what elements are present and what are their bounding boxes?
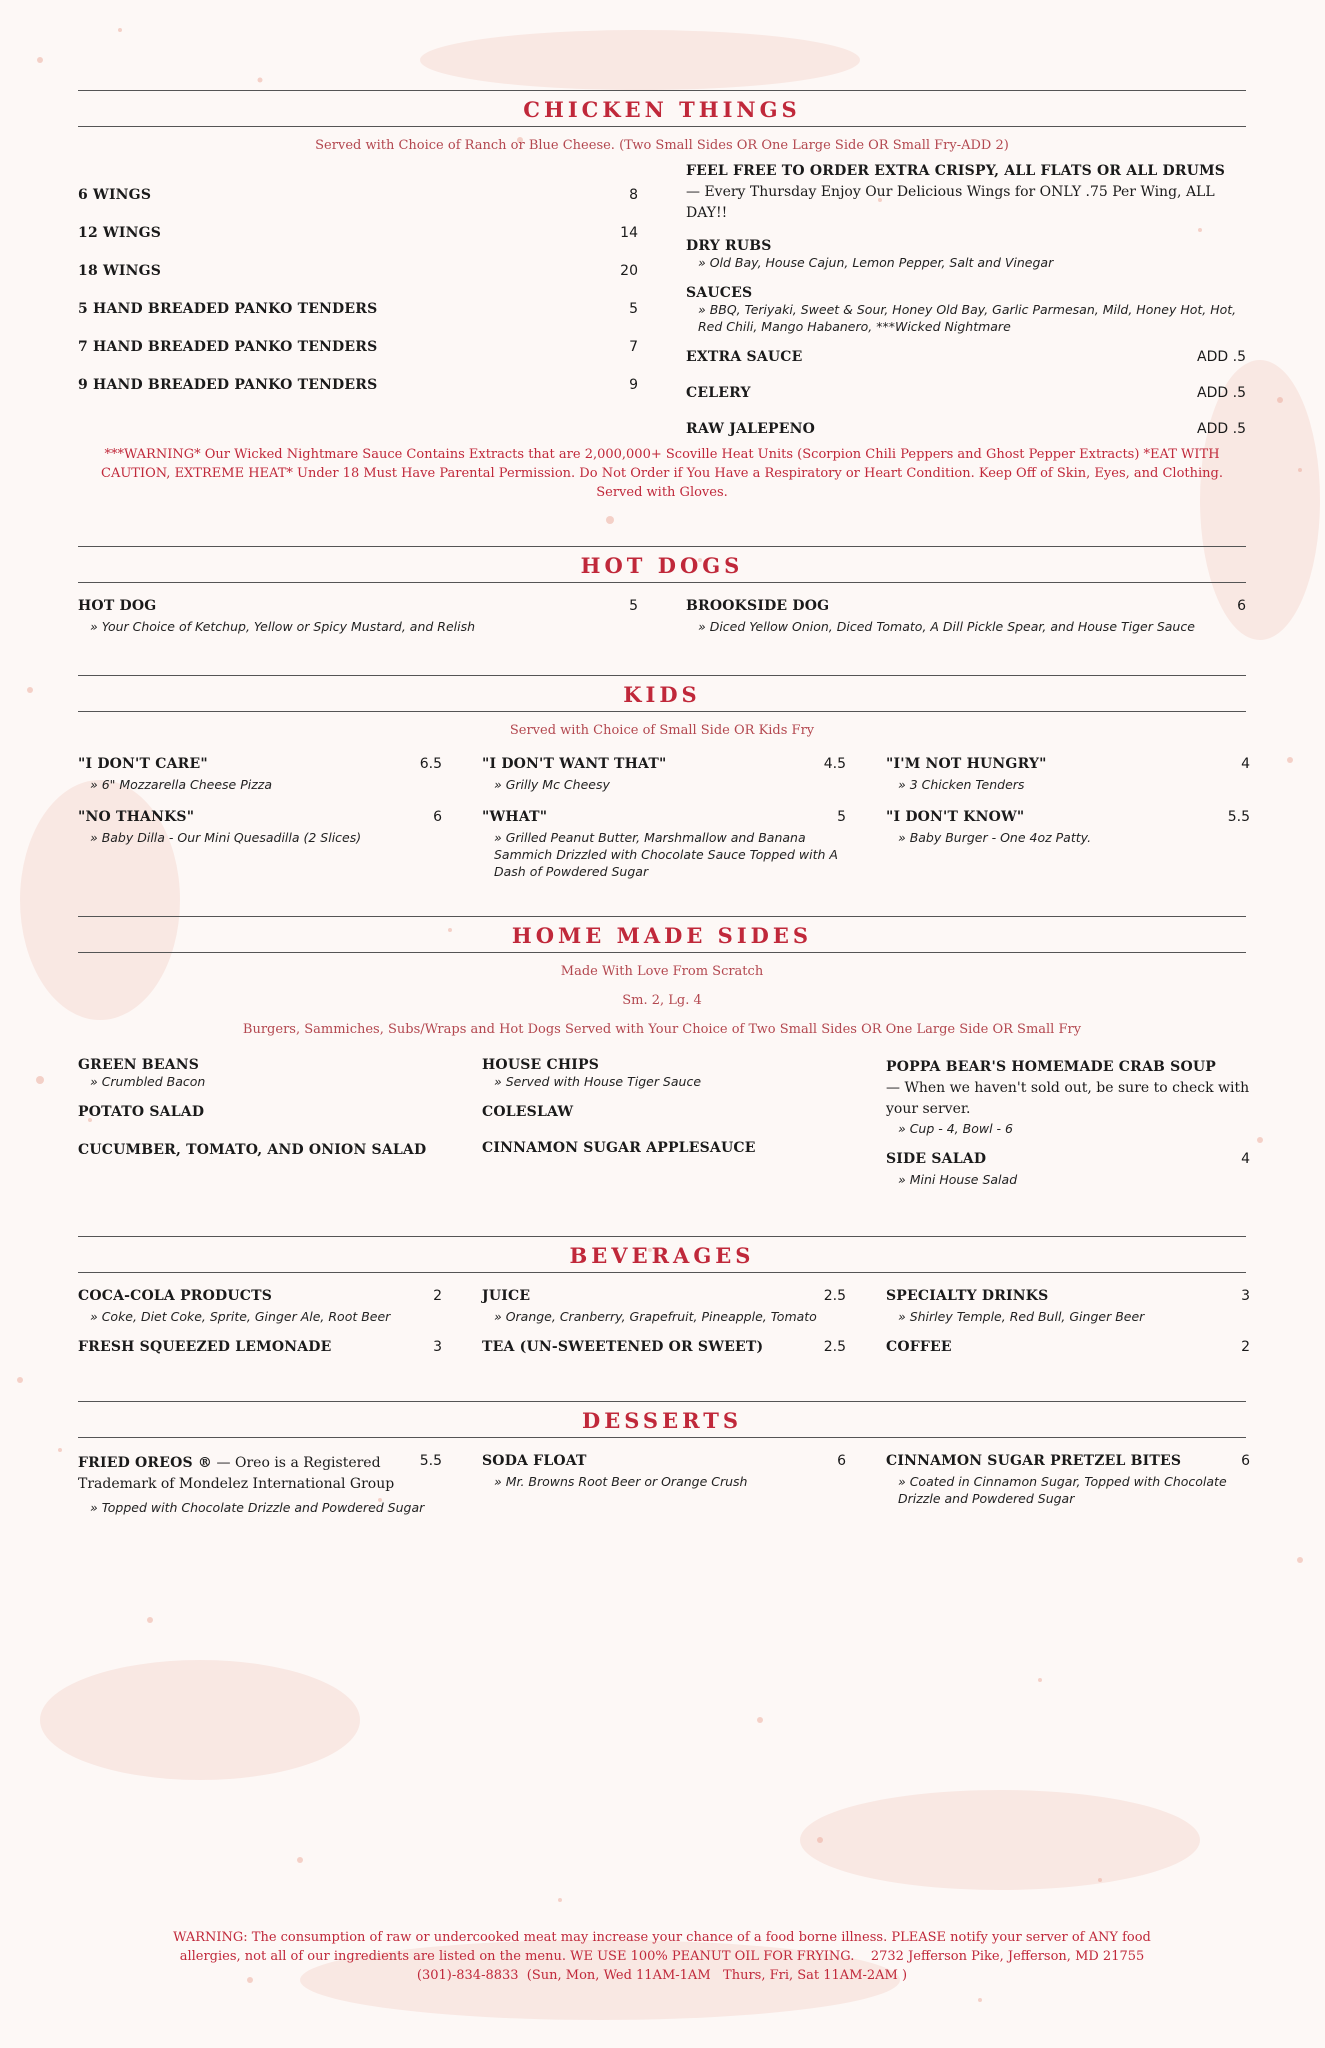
item-desc: » BBQ, Teriyaki, Sweet & Sour, Honey Old Bay, Garlic Parmesan, Mild, Honey Hot, Hot, Red Chili, Mango Habanero, ***Wicked Nightmare [698, 302, 1237, 334]
item-price: 7 [629, 339, 638, 355]
menu-item [78, 1288, 442, 1325]
menu-item [482, 1104, 846, 1120]
item-name: "WHAT" [482, 809, 548, 825]
item-desc: » Served with House Tiger Sauce [494, 1074, 702, 1089]
item-name: EXTRA SAUCE [686, 349, 803, 365]
menu-item [482, 756, 846, 793]
item-name: TEA (UN-SWEETENED OR SWEET) [482, 1339, 764, 1355]
menu-item [78, 339, 638, 355]
divider [78, 126, 1246, 127]
menu-item [78, 1104, 442, 1120]
item-name: BROOKSIDE DOG [686, 598, 830, 614]
item-price: 5.5 [419, 1453, 442, 1469]
divider [78, 582, 1246, 583]
item-name: SIDE SALAD [886, 1151, 987, 1167]
item-name: GREEN BEANS [78, 1057, 200, 1073]
item-name: HOUSE CHIPS [482, 1057, 600, 1073]
item-desc: » Cup - 4, Bowl - 6 [898, 1121, 1013, 1136]
item-name: CUCUMBER, TOMATO, AND ONION SALAD [78, 1142, 427, 1158]
item-name: FRESH SQUEEZED LEMONADE [78, 1339, 332, 1355]
item-desc: » Shirley Temple, Red Bull, Ginger Beer [898, 1309, 1145, 1324]
item-price: 3 [433, 1339, 442, 1355]
desserts-section [78, 1401, 1250, 1516]
beverages-section [78, 1236, 1250, 1369]
kids-section [78, 675, 1250, 880]
item-name: COFFEE [886, 1339, 952, 1355]
menu-item [886, 1288, 1250, 1325]
menu-item [886, 1057, 1250, 1137]
divider [78, 546, 1246, 547]
section-header [78, 1236, 1246, 1274]
addon-item [686, 349, 1246, 365]
beverages-column [78, 1288, 442, 1369]
menu-item [78, 1339, 442, 1355]
item-desc: » Mr. Browns Root Beer or Orange Crush [494, 1474, 748, 1489]
menu-item [78, 598, 638, 635]
section-header [78, 675, 1246, 713]
item-desc: » Old Bay, House Cajun, Lemon Pepper, Salt and Vinegar [698, 255, 1054, 270]
divider [78, 952, 1246, 953]
hot-dogs-section [78, 546, 1246, 635]
section-title: HOME MADE SIDES [511, 923, 813, 948]
item-price: 3 [1241, 1288, 1250, 1304]
item-desc: » Your Choice of Ketchup, Yellow or Spicy Mustard, and Relish [90, 619, 476, 634]
section-header [78, 1401, 1246, 1439]
footer-line: (301)-834-8833 (Sun, Mon, Wed 11AM-1AM Thurs, Fri, Sat 11AM-2AM ) [416, 1968, 908, 1983]
item-price: 2 [1241, 1339, 1250, 1355]
item-price: 6 [433, 809, 442, 825]
section-header [78, 90, 1246, 128]
item-name: 6 WINGS [78, 187, 152, 203]
menu-item [78, 301, 638, 317]
chicken-things-section [78, 90, 1246, 502]
menu-item [78, 187, 638, 203]
item-desc: » Coke, Diet Coke, Sprite, Ginger Ale, Root Beer [90, 1309, 391, 1324]
item-price: ADD .5 [1197, 385, 1246, 401]
divider [78, 916, 1246, 917]
wings-list [78, 161, 638, 445]
footer-warning [78, 1928, 1246, 1985]
item-price: 4 [1241, 756, 1250, 772]
item-text: — Oreo is a Registered Trademark of Mondelez International Group [78, 1455, 395, 1492]
item-price: 5 [837, 809, 846, 825]
home-made-sides-section [78, 916, 1250, 1202]
menu-item [886, 1339, 1250, 1355]
beverages-column [482, 1288, 846, 1369]
menu-item [78, 225, 638, 241]
menu-item [78, 809, 442, 880]
item-price: 5 [629, 301, 638, 317]
item-name: "NO THANKS" [78, 809, 195, 825]
item-name: CINNAMON SUGAR APPLESAUCE [482, 1140, 756, 1156]
extra-info-text: — Every Thursday Enjoy Our Delicious Wings for ONLY .75 Per Wing, ALL DAY!! [686, 184, 1215, 221]
item-name: 18 WINGS [78, 263, 162, 279]
menu-item [886, 809, 1250, 880]
item-desc: » Crumbled Bacon [90, 1074, 206, 1089]
section-title: CHICKEN THINGS [523, 97, 801, 122]
sides-column [78, 1057, 442, 1202]
item-name: SAUCES [686, 285, 753, 301]
item-name: "I DON'T KNOW" [886, 809, 1025, 825]
item-price: 4 [1241, 1151, 1250, 1167]
menu-item [78, 756, 442, 793]
divider [78, 1236, 1246, 1237]
item-desc: » Baby Dilla - Our Mini Quesadilla (2 Slices) [90, 830, 362, 845]
item-desc: » 3 Chicken Tenders [898, 777, 1025, 792]
item-desc: » 6" Mozzarella Cheese Pizza [90, 777, 272, 792]
beverages-column [886, 1288, 1250, 1369]
item-name: POTATO SALAD [78, 1104, 205, 1120]
item-price: 5 [629, 598, 638, 614]
section-title: HOT DOGS [580, 553, 744, 578]
section-note: Sm. 2, Lg. 4 [622, 993, 702, 1008]
footer-line: allergies, not all of our ingredients are listed on the menu. WE USE 100% PEANUT OIL FOR FRYING. 2732 Jefferson Pike, Jefferson, MD 21755 [179, 1949, 1145, 1964]
item-name: COCA-COLA PRODUCTS [78, 1288, 273, 1304]
item-text: — When we haven't sold out, be sure to check with your server. [886, 1080, 1250, 1117]
sides-column [482, 1057, 846, 1202]
menu-item [78, 377, 638, 393]
item-price: ADD .5 [1197, 349, 1246, 365]
item-desc: » Orange, Cranberry, Grapefruit, Pineapple, Tomato [494, 1309, 817, 1324]
menu-page [78, 90, 1250, 1516]
section-note: Made With Love From Scratch [560, 964, 764, 979]
item-name: JUICE [482, 1288, 531, 1304]
item-name: HOT DOG [78, 598, 157, 614]
menu-item [78, 1453, 442, 1516]
menu-item [78, 1057, 442, 1090]
item-desc: » Baby Burger - One 4oz Patty. [898, 830, 1092, 845]
menu-item [482, 1453, 846, 1516]
item-name: SPECIALTY DRINKS [886, 1288, 1049, 1304]
item-price: 2.5 [823, 1339, 846, 1355]
section-note: Served with Choice of Ranch or Blue Cheese. (Two Small Sides OR One Large Side OR Small Fry-ADD 2) [315, 138, 1009, 153]
menu-item [886, 756, 1250, 793]
section-note: Burgers, Sammiches, Subs/Wraps and Hot Dogs Served with Your Choice of Two Small Sides OR One Large Side OR Small Fry [242, 1022, 1082, 1037]
item-desc: » Diced Yellow Onion, Diced Tomato, A Dill Pickle Spear, and House Tiger Sauce [698, 619, 1195, 634]
divider [78, 711, 1246, 712]
item-price: 6 [837, 1453, 846, 1469]
item-price: 20 [620, 263, 638, 279]
item-name: CINNAMON SUGAR PRETZEL BITES [886, 1453, 1182, 1469]
item-name: 9 HAND BREADED PANKO TENDERS [78, 377, 378, 393]
item-name: SODA FLOAT [482, 1453, 587, 1469]
section-title: BEVERAGES [569, 1243, 755, 1268]
menu-item [78, 263, 638, 279]
item-name: CELERY [686, 385, 751, 401]
divider [78, 90, 1246, 91]
item-price: 2.5 [823, 1288, 846, 1304]
section-header [78, 916, 1246, 954]
item-desc: » Topped with Chocolate Drizzle and Powdered Sugar [90, 1500, 425, 1515]
item-price: 6.5 [419, 756, 442, 772]
item-price: 6 [1237, 598, 1246, 614]
menu-item [482, 1140, 846, 1156]
menu-item [686, 598, 1246, 635]
divider [78, 1272, 1246, 1273]
item-name: 12 WINGS [78, 225, 162, 241]
item-price: 2 [433, 1288, 442, 1304]
section-header [78, 546, 1246, 584]
item-desc: » Grilled Peanut Butter, Marshmallow and Banana Sammich Drizzled with Chocolate Sauce Topped with A Dash of Powdered Sugar [494, 830, 838, 879]
item-price: 9 [629, 377, 638, 393]
wing-options [686, 161, 1246, 445]
item-desc: » Grilly Mc Cheesy [494, 777, 610, 792]
section-title: DESSERTS [582, 1408, 742, 1433]
item-price: ADD .5 [1197, 421, 1246, 437]
divider [78, 675, 1246, 676]
divider [78, 1437, 1246, 1438]
sauces [686, 285, 1246, 335]
item-desc: » Coated in Cinnamon Sugar, Topped with Chocolate Drizzle and Powdered Sugar [898, 1474, 1227, 1506]
section-note: Served with Choice of Small Side OR Kids Fry [509, 723, 815, 738]
footer-line: WARNING: The consumption of raw or undercooked meat may increase your chance of a food borne illness. PLEASE notify your server of ANY food [173, 1930, 1151, 1945]
item-price: 14 [620, 225, 638, 241]
item-name: FRIED OREOS ® [78, 1455, 213, 1471]
item-price: 5.5 [1227, 809, 1250, 825]
item-name: "I'M NOT HUNGRY" [886, 756, 1047, 772]
heat-warning: ***WARNING* Our Wicked Nightmare Sauce Contains Extracts that are 2,000,000+ Scoville Heat Units (Scorpion Chili Peppers and Ghost Pepper Extracts) *EAT WITH CAUTION, EXTREME HEAT* Under 18 Must Have Parental Permission. Do Not Order if You Have a Respiratory or Heart Condition. Keep Off of Skin, Eyes, and Clothing. Served with Gloves. [101, 447, 1223, 500]
dry-rubs [686, 238, 1246, 271]
item-name: "I DON'T WANT THAT" [482, 756, 667, 772]
menu-item [886, 1151, 1250, 1188]
addon-item [686, 421, 1246, 437]
item-name: COLESLAW [482, 1104, 574, 1120]
menu-item [482, 809, 846, 880]
sides-column [886, 1057, 1250, 1202]
item-name: "I DON'T CARE" [78, 756, 208, 772]
menu-item [482, 1057, 846, 1090]
item-name: 5 HAND BREADED PANKO TENDERS [78, 301, 378, 317]
menu-item [482, 1339, 846, 1355]
extra-info [686, 161, 1246, 224]
item-desc: » Mini House Salad [898, 1172, 1018, 1187]
item-price: 6 [1241, 1453, 1250, 1469]
addon-item [686, 385, 1246, 401]
menu-item [482, 1288, 846, 1325]
menu-item [78, 1140, 442, 1161]
item-name: POPPA BEAR'S HOMEMADE CRAB SOUP [886, 1059, 1216, 1075]
item-name: DRY RUBS [686, 238, 772, 254]
menu-item [886, 1453, 1250, 1516]
item-name: RAW JALEPENO [686, 421, 815, 437]
divider [78, 1401, 1246, 1402]
item-price: 4.5 [823, 756, 846, 772]
section-title: KIDS [623, 682, 701, 707]
item-name: 7 HAND BREADED PANKO TENDERS [78, 339, 378, 355]
item-price: 8 [629, 187, 638, 203]
extra-info-heading: FEEL FREE TO ORDER EXTRA CRISPY, ALL FLATS OR ALL DRUMS [686, 163, 1226, 179]
